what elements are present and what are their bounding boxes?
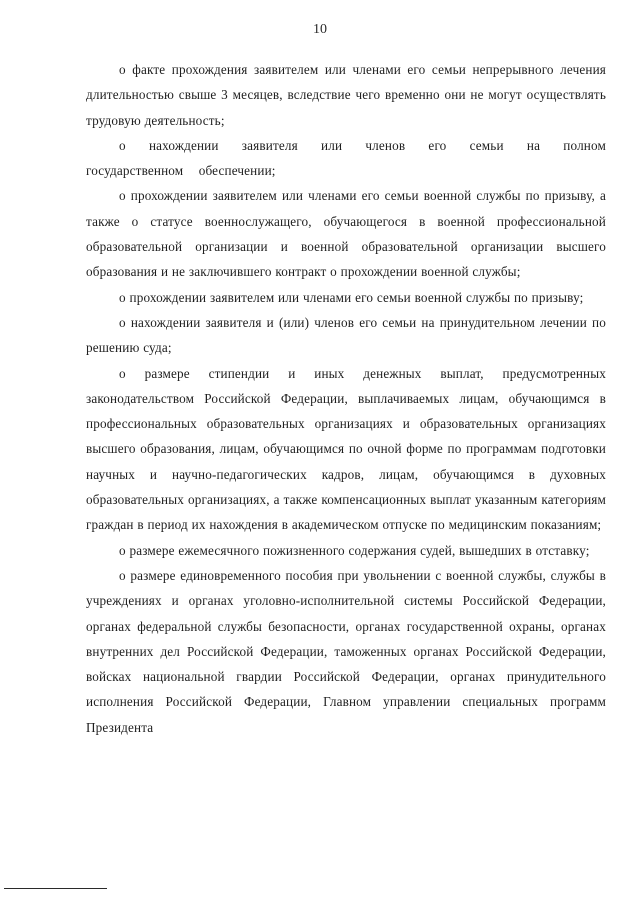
paragraph-military-conscription: о прохождении заявителем или членами его семьи военной службы по призыву;	[119, 289, 584, 305]
paragraph-state-support: о нахождении заявителя или членов его семьи на полном государственном обеспечении;	[86, 137, 606, 179]
paragraph-military-service-status: о прохождении заявителем или членами его семьи военной службы по призыву, а также о статусе военнослужащего, обучающегося в военной профессиональной образовательной организации и военной образовательной организации высшего образования и не заключившего контракт о прохождении военной службы;	[86, 188, 606, 280]
paragraph-judge-allowance: о размере ежемесячного пожизненного содержания судей, вышедших в отставку;	[119, 542, 590, 558]
paragraph-compulsory-treatment: о нахождении заявителя и (или) членов его семьи на принудительном лечении по решению суда;	[86, 314, 606, 356]
page-number: 10	[313, 22, 327, 37]
paragraph-dismissal-benefit: о размере единовременного пособия при увольнении с военной службы, службы в учреждениях и органах уголовно-исполнительной системы Российской Федерации, органах федеральной службы безопасности, органах государственной охраны, органах внутренних дел Российской Федерации, таможенных органах Российской Федерации, войсках национальной гвардии Российской Федерации, органах принудительного исполнения Российской Федерации, Главном управлении специальных программ Президента	[86, 567, 606, 735]
footnote-rule	[4, 888, 107, 889]
paragraph-stipend-size: о размере стипендии и иных денежных выплат, предусмотренных законодательством Российской Федерации, выплачиваемых лицам, обучающимся в профессиональных образовательных организациях и образовательных организациях высшего образования, лицам, обучающимся по очной форме по программам подготовки научных и научно-педагогических кадров, лицам, обучающимся в духовных образовательных организациях, а также компенсационных выплат указанным категориям граждан в период их нахождения в академическом отпуске по медицинским показаниям;	[86, 365, 606, 533]
paragraph-continuous-treatment: о факте прохождения заявителем или членами его семьи непрерывного лечения длительностью свыше 3 месяцев, вследствие чего временно они не могут осуществлять трудовую деятельность;	[86, 62, 606, 128]
document-body	[86, 57, 606, 740]
